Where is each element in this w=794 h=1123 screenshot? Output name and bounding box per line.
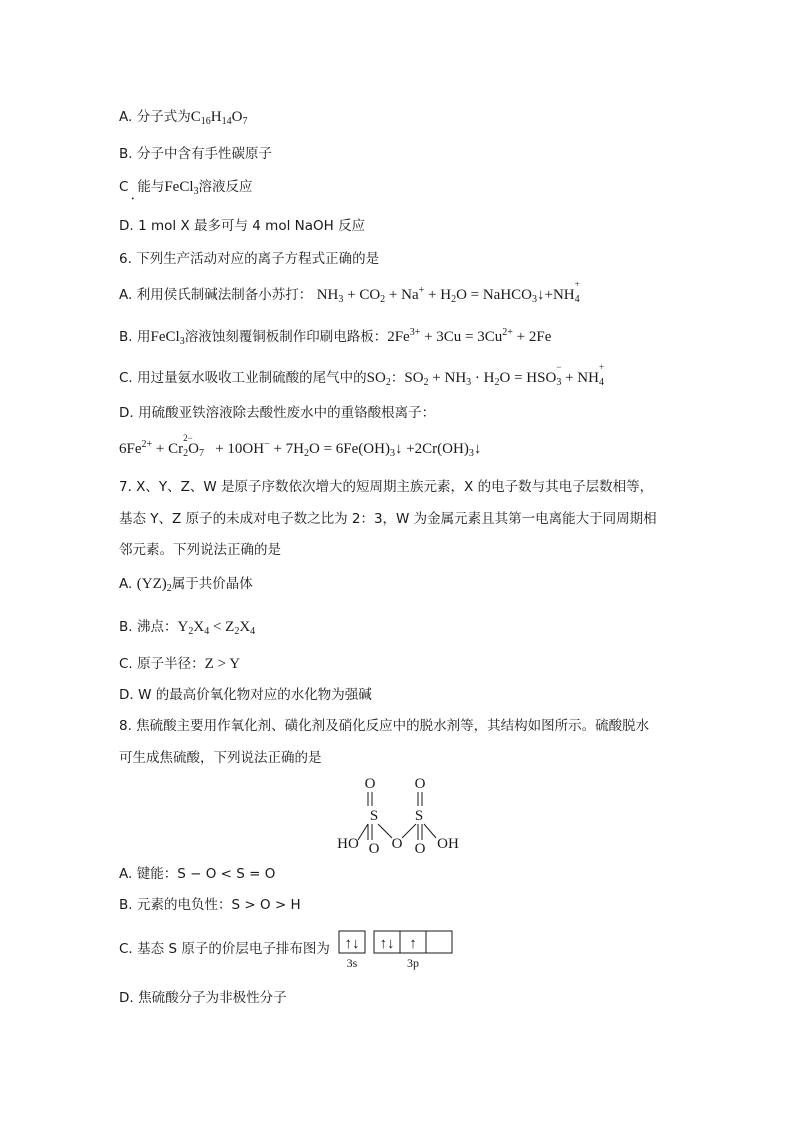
equation-6d: $6Fe^{2+} + Cr$ $_{2- 2}O_7 + 10OH^- + 7H_2O$ = $6Fe(OH)_3↓$ $+2Cr(OH)_3↓$ — [119, 433, 482, 459]
group-ho: HO — [337, 836, 359, 852]
option-text: 键能：S − O < S = O — [136, 866, 276, 882]
equation: $SO_2 + NH_3 \cdot H_2O$ = HSO $_{- 3}$ + NH $_{+ 4}$ — [404, 362, 605, 388]
option-text: 沸点： — [137, 619, 178, 635]
option-label: C. — [119, 656, 133, 672]
question-7-line2: 基态 Y、Z 原子的未成对电子数之比为 2：3，W 为金属元素且其第一电离能大于同周期相 — [119, 511, 657, 527]
formula: $Y_2X_4 < Z_2X_4$ — [177, 619, 256, 637]
option-text: 用硫酸亚铁溶液除去酸性废水中的重铬酸根离子： — [138, 405, 436, 421]
atom-o-bottom-right: O — [414, 841, 426, 857]
option-8b — [119, 896, 301, 914]
option-text: 溶液蚀刻覆铜板制作印刷电路板： — [184, 329, 388, 345]
option-8d — [119, 989, 287, 1007]
option-7d — [119, 686, 372, 704]
atom-s-left: S — [369, 808, 379, 824]
option-8c — [119, 940, 330, 958]
option-label: B. — [119, 619, 133, 635]
option-text: W 的最高价氧化物对应的水化物为强碱 — [138, 687, 372, 703]
formula: FeCl$_3$ — [150, 329, 185, 347]
option-label: B. — [119, 146, 133, 162]
formula: FeCl$_3$ — [164, 179, 199, 197]
option-text: 用 — [137, 329, 151, 345]
option-label: C. — [119, 941, 133, 957]
option-6c — [119, 362, 605, 388]
formula: Z > Y — [204, 656, 241, 672]
formula: $SO_2$ — [366, 370, 391, 388]
option-label: C — [119, 179, 129, 195]
question-7-line1: 7. X、Y、Z、W 是原子序数依次增大的短周期主族元素，X 的电子数与其电子层数相等， — [119, 479, 654, 495]
option-7a — [119, 575, 253, 593]
option-7c — [119, 655, 240, 673]
option-5c — [119, 178, 253, 196]
option-text: 原子半径： — [137, 656, 205, 672]
option-text: 能与 — [137, 179, 165, 195]
option-6a — [119, 279, 580, 305]
orbital-3p-3 — [426, 931, 452, 953]
atom-o-top-right: O — [414, 776, 426, 792]
formula: $(YZ)_2$ — [136, 576, 172, 594]
option-text: 属于共价晶体 — [171, 576, 253, 592]
electrons-3p-1: ↑↓ — [379, 936, 395, 952]
option-text: 用过量氨水吸收工业制硫酸的尾气中的 — [137, 370, 367, 386]
formula: $C_{16}H_{14}O_7$ — [190, 109, 248, 127]
question-7-line3: 邻元素。下列说法正确的是 — [119, 542, 281, 558]
question-8-line1: 8. 焦硫酸主要用作氧化剂、磺化剂及硝化反应中的脱水剂等，其结构如图所示。硫酸脱水 — [119, 718, 650, 734]
option-5b — [119, 145, 272, 163]
equation: $NH_3 + CO_2 + Na^+ + H_2O$ = NaHCO$_3$↓+NH $_{+ 4}$ — [316, 279, 580, 305]
option-text: 元素的电负性：S > O > H — [137, 897, 301, 913]
option-label: A. — [119, 866, 133, 882]
atom-s-right: S — [414, 808, 424, 824]
option-text: 1 mol X 最多可与 4 mol NaOH 反应 — [138, 218, 366, 234]
electrons-3p-2: ↑ — [409, 936, 417, 952]
option-6b — [119, 328, 551, 346]
option-7b — [119, 618, 255, 636]
equation: $2Fe^{3+} + 3Cu = 3Cu^{2+} + 2Fe$ — [387, 327, 552, 345]
electrons-3s: ↑↓ — [344, 936, 360, 952]
option-text: ： — [390, 370, 405, 386]
option-8a — [119, 865, 275, 883]
option-label: B. — [119, 329, 133, 345]
option-text: 分子中含有手性碳原子 — [137, 146, 273, 162]
option-6d — [119, 404, 435, 422]
orbital-diagram — [338, 930, 458, 970]
atom-o-bridge: O — [391, 836, 403, 852]
group-oh: OH — [437, 836, 459, 852]
option-label: D. — [119, 687, 134, 703]
question-8-line2: 可生成焦硫酸，下列说法正确的是 — [119, 750, 322, 766]
atom-o-top-left: O — [364, 776, 376, 792]
option-label: D. — [119, 990, 134, 1006]
option-text: 利用侯氏制碱法制备小苏打： — [136, 287, 313, 303]
label-3s: 3s — [346, 956, 358, 970]
option-label: A. — [119, 109, 133, 125]
option-5a — [119, 108, 247, 126]
label-3p: 3p — [407, 956, 419, 970]
option-label: A. — [119, 576, 133, 592]
option-text: 溶液反应 — [198, 179, 253, 195]
option-text: 分子式为 — [136, 109, 191, 125]
option-5d — [119, 217, 365, 235]
stray-dot: • — [131, 196, 135, 203]
option-label: B. — [119, 897, 133, 913]
option-label: C. — [119, 370, 133, 386]
option-label: D. — [119, 405, 134, 421]
option-label: D. — [119, 218, 134, 234]
option-label: A. — [119, 287, 133, 303]
question-6-stem: 6. 下列生产活动对应的离子方程式正确的是 — [119, 251, 380, 267]
atom-o-bottom-left: O — [368, 841, 380, 857]
pyrosulfuric-acid-structure — [330, 768, 470, 858]
option-text: 基态 S 原子的价层电子排布图为 — [137, 941, 330, 957]
option-text: 焦硫酸分子为非极性分子 — [138, 990, 287, 1006]
